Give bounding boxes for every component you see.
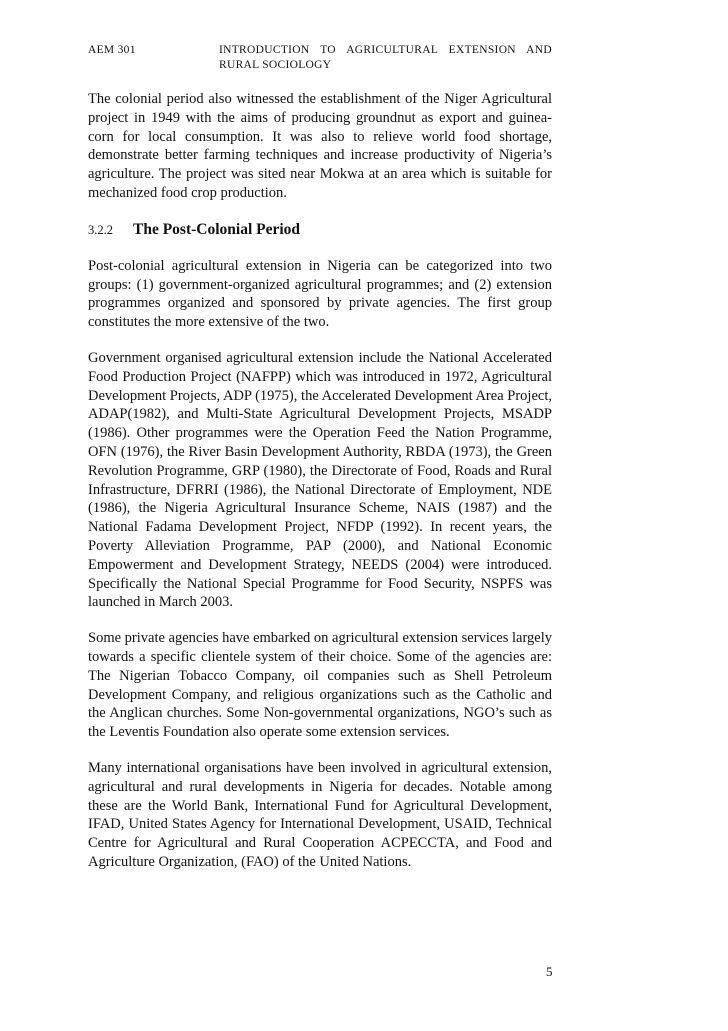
course-title: INTRODUCTION TO AGRICULTURAL EXTENSION AND RURAL SOCIOLOGY [219, 44, 552, 71]
section-title: The Post-Colonial Period [133, 220, 301, 238]
section-heading [88, 220, 552, 240]
document-body [88, 90, 552, 889]
section-number: 3.2.2 [88, 222, 113, 237]
paragraph-international-organisations: Many international organisations have been involved in agricultural extension, agricultural and rural developments in Nigeria for decades. Notable among these are the World Bank, International Fund for Agricultural Development, IFAD, United States Agency for International Development, USAID, Technical Centre for Agricultural and Rural Cooperation ACPECCTA, and Food and Agriculture Organization, (FAO) of the United Nations. [88, 759, 552, 870]
paragraph-private-agencies: Some private agencies have embarked on agricultural extension services largely towards a specific clientele system of their choice. Some of the agencies are: The Nigerian Tobacco Company, oil companies such as Shell Petroleum Development Company, and religious organizations such as the Catholic and the Anglican churches. Some Non-governmental organizations, NGO’s such as the Leventis Foundation also operate some extension services. [88, 630, 552, 741]
page-number: 5 [546, 964, 553, 979]
paragraph-niger-agricultural-project: The colonial period also witnessed the establishment of the Niger Agricultural project in 1949 with the aims of producing groundnut as export and guinea-corn for local consumption. It was also to relieve world food shortage, demonstrate better farming techniques and increase productivity of Nigeria’s agriculture. The project was sited near Mokwa at an area which is suitable for mechanized food crop production. [88, 91, 552, 201]
paragraph-government-programmes: Government organised agricultural extension include the National Accelerated Food Production Project (NAFPP) which was introduced in 1972, Agricultural Development Projects, ADP (1975), the Accelerated Development Area Project, ADAP(1982), and Multi-State Agricultural Development Projects, MSADP (1986). Other programmes were the Operation Feed the Nation Programme, OFN (1976), the River Basin Development Authority, RBDA (1973), the Green Revolution Programme, GRP (1980), the Directorate of Food, Roads and Rural Infrastructure, DFRRI (1986), the National Directorate of Employment, NDE (1986), the Nigeria Agricultural Insurance Scheme, NAIS (1987) and the National Fadama Development Project, NFDP (1992). In recent years, the Poverty Alleviation Programme, PAP (2000), and National Economic Empowerment and Development Strategy, NEEDS (2004) were introduced. Specifically the National Special Programme for Food Security, NSPFS was launched in March 2003. [88, 349, 552, 611]
course-code: AEM 301 [88, 44, 136, 56]
paragraph-post-colonial-groups: Post-colonial agricultural extension in Nigeria can be categorized into two groups: (1) government-organized agricultural programmes; and (2) extension programmes organized and sponsored by private agencies. The first group constitutes the more extensive of the two. [88, 257, 552, 331]
